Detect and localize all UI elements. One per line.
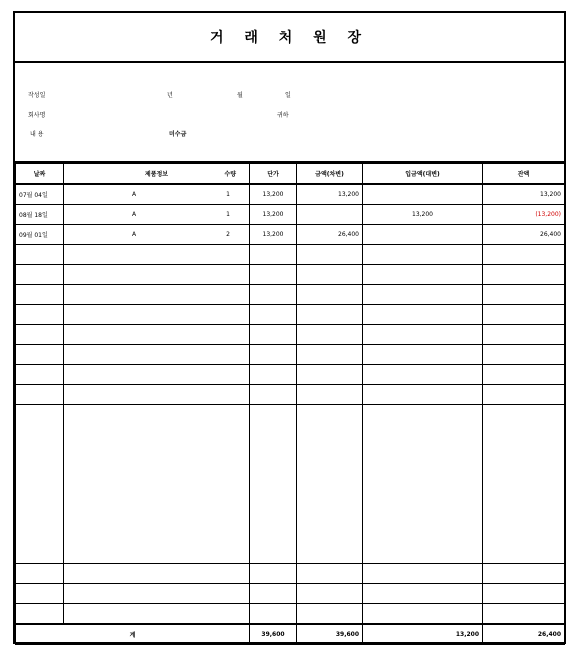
cell-product: A [132, 191, 137, 198]
total-row [16, 624, 565, 645]
header-product-label: 제품정보 [144, 171, 169, 178]
empty-cell [297, 265, 363, 285]
empty-cell [297, 365, 363, 385]
cell-date: 09월 01일 [16, 225, 64, 245]
empty-cell [16, 305, 64, 325]
cell-product-qty [64, 205, 250, 225]
empty-cell [363, 564, 483, 584]
title-box [15, 13, 564, 63]
empty-cell [64, 285, 250, 305]
cell-date: 08월 18일 [16, 205, 64, 225]
empty-cell [64, 405, 250, 564]
cell-product-qty [64, 225, 250, 245]
header-product [64, 164, 250, 185]
empty-cell [483, 365, 565, 385]
header-balance: 잔액 [483, 164, 565, 185]
empty-cell [16, 385, 64, 405]
empty-cell [297, 325, 363, 345]
cell-product: A [132, 231, 137, 238]
empty-cell [250, 385, 297, 405]
cell-debit: 26,400 [297, 225, 363, 245]
empty-cell [16, 345, 64, 365]
honorific-label: 귀하 [277, 112, 289, 119]
empty-cell [16, 365, 64, 385]
empty-cell [64, 245, 250, 265]
total-price: 39,600 [250, 624, 297, 645]
empty-cell [64, 265, 250, 285]
empty-cell [363, 345, 483, 365]
cell-debit [297, 205, 363, 225]
table-row [16, 225, 565, 245]
cell-qty: 1 [226, 211, 230, 218]
unpaid-label: 미수금 [169, 131, 187, 138]
empty-cell [483, 604, 565, 625]
empty-cell [363, 305, 483, 325]
empty-cell [483, 325, 565, 345]
info-section [15, 63, 564, 163]
empty-cell [16, 285, 64, 305]
empty-cell [250, 285, 297, 305]
cell-balance: (13,200) [483, 205, 565, 225]
empty-cell [64, 365, 250, 385]
empty-row [16, 365, 565, 385]
year-label: 년 [167, 92, 173, 99]
empty-row [16, 245, 565, 265]
empty-cell [483, 564, 565, 584]
empty-cell [297, 564, 363, 584]
empty-cell [483, 265, 565, 285]
cell-price: 13,200 [250, 205, 297, 225]
cell-debit: 13,200 [297, 184, 363, 205]
empty-cell [64, 345, 250, 365]
header-debit: 금액(차변) [297, 164, 363, 185]
empty-cell [64, 325, 250, 345]
cell-qty: 2 [226, 231, 230, 238]
empty-cell [250, 365, 297, 385]
empty-cell [297, 305, 363, 325]
cell-product: A [132, 211, 137, 218]
cell-qty: 1 [226, 191, 230, 198]
header-date: 날짜 [16, 164, 64, 185]
empty-row [16, 604, 565, 625]
empty-row [16, 285, 565, 305]
empty-row [16, 564, 565, 584]
empty-cell [250, 245, 297, 265]
empty-cell [250, 265, 297, 285]
cell-price: 13,200 [250, 225, 297, 245]
empty-cell [250, 345, 297, 365]
month-label: 월 [237, 92, 243, 99]
empty-cell [363, 285, 483, 305]
empty-row [16, 405, 565, 564]
empty-cell [250, 325, 297, 345]
empty-cell [297, 584, 363, 604]
empty-cell [297, 385, 363, 405]
cell-credit [363, 184, 483, 205]
cell-credit [363, 225, 483, 245]
total-credit: 13,200 [363, 624, 483, 645]
header-price: 단가 [250, 164, 297, 185]
empty-cell [64, 584, 250, 604]
empty-row [16, 385, 565, 405]
empty-cell [16, 245, 64, 265]
header-qty: 수량 [224, 171, 236, 178]
empty-cell [363, 365, 483, 385]
empty-cell [16, 405, 64, 564]
cell-credit: 13,200 [363, 205, 483, 225]
empty-cell [64, 385, 250, 405]
header-row [16, 164, 565, 185]
empty-cell [16, 584, 64, 604]
empty-row [16, 584, 565, 604]
empty-cell [64, 564, 250, 584]
total-label: 계 [16, 624, 250, 645]
empty-cell [16, 265, 64, 285]
empty-cell [16, 604, 64, 625]
ledger-table [15, 163, 565, 645]
empty-cell [483, 385, 565, 405]
empty-cell [250, 584, 297, 604]
page-title: 거 래 처 원 장 [209, 30, 370, 46]
empty-row [16, 345, 565, 365]
empty-cell [363, 405, 483, 564]
empty-cell [250, 604, 297, 625]
empty-cell [363, 385, 483, 405]
empty-cell [363, 584, 483, 604]
empty-cell [250, 564, 297, 584]
empty-cell [297, 345, 363, 365]
cell-balance: 13,200 [483, 184, 565, 205]
header-credit: 입금액(대변) [363, 164, 483, 185]
content-label: 내 용 [30, 131, 44, 138]
empty-cell [250, 305, 297, 325]
empty-cell [64, 604, 250, 625]
empty-cell [297, 604, 363, 625]
empty-row [16, 325, 565, 345]
empty-cell [64, 305, 250, 325]
company-label: 회사명 [28, 112, 46, 119]
empty-cell [16, 564, 64, 584]
empty-cell [250, 405, 297, 564]
table-row [16, 184, 565, 205]
empty-cell [363, 604, 483, 625]
empty-cell [483, 305, 565, 325]
empty-cell [297, 245, 363, 265]
cell-balance: 26,400 [483, 225, 565, 245]
empty-row [16, 265, 565, 285]
total-balance: 26,400 [483, 624, 565, 645]
empty-cell [483, 285, 565, 305]
date-label: 작성일 [28, 92, 46, 99]
empty-cell [483, 345, 565, 365]
total-debit: 39,600 [297, 624, 363, 645]
table-row [16, 205, 565, 225]
cell-date: 07월 04일 [16, 184, 64, 205]
day-label: 일 [285, 92, 291, 99]
empty-cell [483, 584, 565, 604]
empty-cell [297, 405, 363, 564]
empty-cell [297, 285, 363, 305]
empty-cell [483, 405, 565, 564]
empty-cell [16, 325, 64, 345]
ledger-sheet [13, 11, 566, 644]
empty-cell [483, 245, 565, 265]
cell-product-qty [64, 184, 250, 205]
empty-row [16, 305, 565, 325]
empty-cell [363, 265, 483, 285]
empty-cell [363, 245, 483, 265]
cell-price: 13,200 [250, 184, 297, 205]
empty-cell [363, 325, 483, 345]
